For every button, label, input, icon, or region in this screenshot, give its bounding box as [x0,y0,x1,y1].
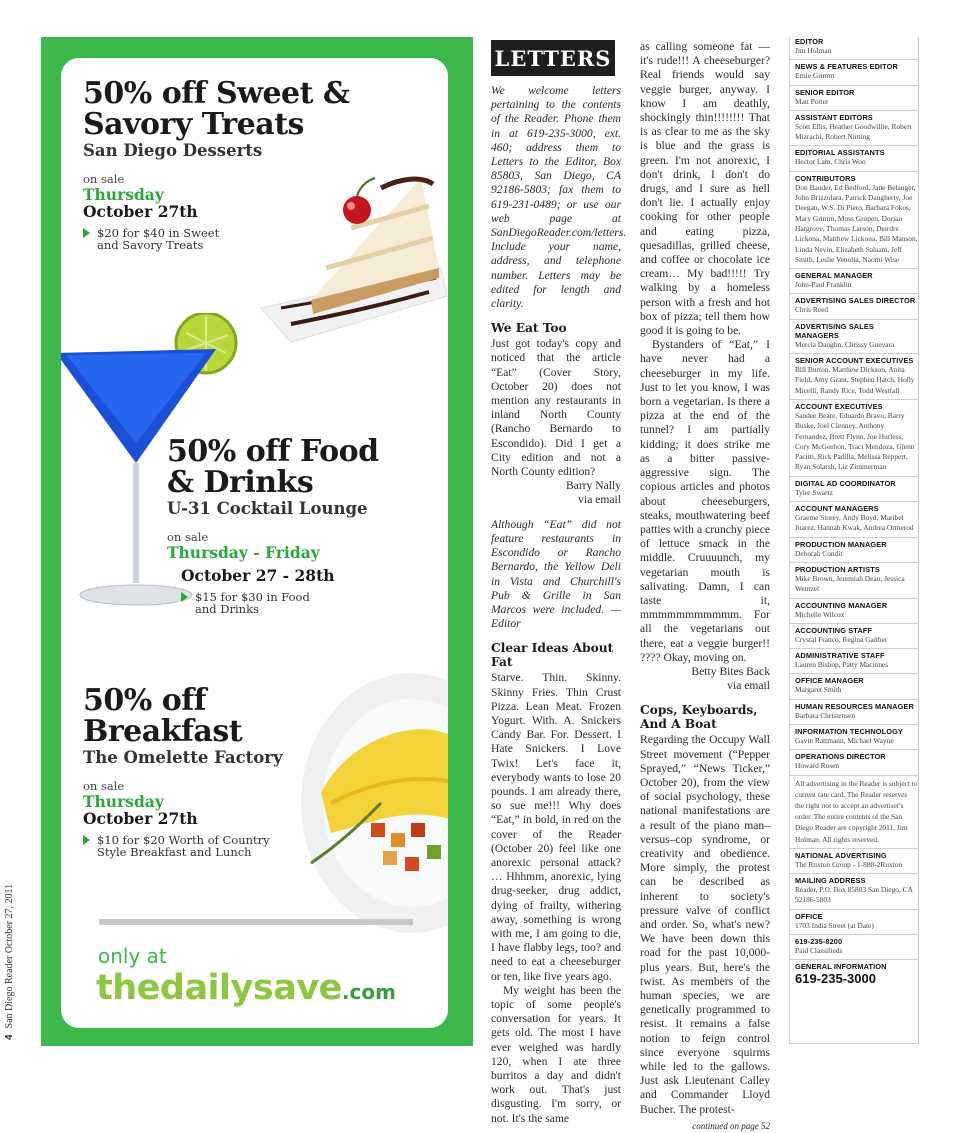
arrow-icon [83,228,90,238]
masthead-role: OFFICE [795,911,823,921]
letter-title: Cops, Keyboards, And A Boat [640,703,758,732]
folio-text: San Diego Reader October 27, 2011 [4,883,15,1029]
letters-intro: We welcome letters pertaining to the contents of the Reader. Phone them in at 619-235-3000, ext. 460; address them to Letters to the Editor, Box 85803, San Diego, CA 92186-5803; fax them to 619-231-0489; or use our web page at SanDiegoReader.com/letters. Include your name, address, and telephone number. Letters may be edited for length and clarity. [491,84,627,311]
brand-tld: .com [341,980,396,1004]
masthead-rule [790,848,918,849]
ad-divider [99,919,413,925]
masthead-names: Paid Classifieds [795,945,843,955]
masthead-role: ACCOUNTING STAFF [795,625,873,635]
deal-on-sale: on sale [83,172,125,186]
deal-day: Thursday [83,185,164,204]
deal-on-sale: on sale [83,779,125,793]
deal-venue: U-31 Cocktail Lounge [167,499,368,518]
masthead-names: Gavin Rattmann, Michael Wayne [795,735,894,745]
masthead-role: GENERAL MANAGER [795,271,873,281]
general-info-label: GENERAL INFORMATION [795,962,887,972]
masthead-names: Margaret Smith [795,685,842,695]
legal-notice: All advertising in the Reader is subject to current rate card. The Reader reserves the right not to accept an advertiser's order. The entire contents of the San Diego Reader are copyright 2011, Jim Holman. All rights reserved. [795,778,918,844]
deal-venue: The Omelette Factory [83,748,283,767]
masthead-names: Tyler Swartz [795,487,833,497]
masthead-names: Matt Potter [795,96,829,106]
masthead-names: Bill Burton, Matthew Dickson, Anita Field, Amy Grant, Stephen Hatch, Holly Micelli, Randy Rice, Todd Westfall [795,365,915,395]
only-at-label: only at [98,944,167,968]
deal-venue: San Diego Desserts [83,141,263,160]
deal-day: Thursday - Friday [167,543,320,562]
masthead-rule [790,501,918,502]
masthead-names: Mercia Daughn, Chrissy Guevara [795,339,895,349]
masthead-rule [790,673,918,674]
letter-signature-via: via email [578,493,621,507]
letter-signature-via: via email [727,679,770,693]
masthead-names: Hector Lam, Chris Woo [795,157,866,167]
masthead [789,37,919,1044]
deal-on-sale: on sale [167,530,209,544]
letter-body: as calling someone fat — it's rude!!! A cheeseburger? Real friends would say veggie burger, anyway. I know I am deathly, shockingly thin!!!!!!!! That is as clear to me as the sky is blue and the grass is green. I'm not anorexic, I don't drink, I don't do drugs, and I sure as hell don't lie. I actually enjoy cooking for other people and eating pizza, quesadillas, grilled cheese, and coffee or chocolate ice cream… My bad!!!!! Try walking by a homeless person with a fresh and hot box of pizza; tell them how good it is going to be. [640,40,770,338]
masthead-rule [790,598,918,599]
page-folio [4,40,15,1040]
masthead-role: CONTRIBUTORS [795,173,856,183]
letter-signature: Betty Bites Back [691,664,770,678]
masthead-rule [790,623,918,624]
masthead-role: ADVERTISING SALES DIRECTOR [795,296,916,306]
editor-reply: Although “Eat” did not feature restaurants in Escondido or Rancho Bernardo, the Yellow Deli in Vista and Churchill's Pub & Grille in San Marcos were included. — Editor [491,517,621,631]
masthead-role: ADVERTISING SALES MANAGERS [795,321,874,340]
letter-body: Starve. Thin. Skinny. Skinny Fries. Thin Crust Pizza. Lean Meat. Frozen Yogurt. With. A. Snickers Candy Bar. For. Dessert. I Hate Snickers. I Love Twix! Let's face it, everybody wants to lose 20 pounds. I am already there, so sue me!!! Why does “Eat,” in bold, in red on the cover of the Reader (October 20) feel like one anorexic personal attack? … Hhhmm, anorexic, lying drug-seeker, drug addict, dying of frailty, withering away, something is wrong with me, I am going to die, I have flabby legs, too? and need to eat a cheeseburger or ten, like five years ago. [491,671,621,983]
letter-signature: Barry Nally [565,479,621,493]
masthead-rule [790,909,918,910]
letter-body: Just got today's copy and noticed that the article “Eat” (Cover Story, October 20) does not mention any restaurants in inland North County (Rancho Bernardo to Escondido). Did I get a City edition and not a North County edition? [491,337,621,479]
masthead-names: Graeme Storey, Andy Boyd, Maribel Juarez, Hannah Kwak, Andrea Ormerod [795,513,914,533]
masthead-role: EDITORIAL ASSISTANTS [795,148,885,158]
deal-date: October 27th [83,809,198,828]
masthead-rule [790,59,918,60]
masthead-role: DIGITAL AD COORDINATOR [795,478,896,488]
masthead-role: EDITOR [795,37,824,46]
masthead-rule [790,934,918,935]
advertisement-card [61,58,448,1028]
masthead-role: NEWS & FEATURES EDITOR [795,62,898,72]
masthead-names: Sandee Beare, Eduardo Bravo, Barry Buske, Joel Clenney, Anthony Fernandez, Brett Flynn, Joe Hurless, Cory McGeehon, Traci Mendoza, Glenn Pacitti, Rick Padilla, Melissa Reppert, Ryan Solarsh, Liz Zimmerman [795,410,915,472]
deal-headline: 50% off Breakfast [83,683,243,749]
masthead-rule [790,873,918,874]
masthead-role: SENIOR EDITOR [795,87,855,97]
omelette-image [291,673,448,933]
masthead-rule [790,749,918,750]
masthead-role: ADMINISTRATIVE STAFF [795,651,885,661]
masthead-role: OPERATIONS DIRECTOR [795,752,886,762]
letter-body: Regarding the Occupy Wall Street movement (“Pepper Sprayed,” “News Ticker,” October 20), from the view of social psychology, these national manifestations are a result of the piano man–versus–cop syndrome, or creativity and obedience. More simply, the protest can be described as inherent to society's pressure valve of conflict and order. So, what's new? We have been down this road for the past 10,000-plus years. But, here's the twist. As members of the human species, we are genetically programmed to resist. It remains a false notion to feign control since everyone squirms while led to the gallows. Just ask Lieutenant Calley and Commander Lloyd Bucher. The protest- [640,733,770,1116]
masthead-role: ACCOUNTING MANAGER [795,600,888,610]
masthead-names: Deborah Condit [795,548,843,558]
masthead-names: Jim Holman [795,46,832,55]
deal-date: October 27 - 28th [181,566,335,585]
masthead-rule [790,268,918,269]
arrow-icon [83,835,90,845]
masthead-names: Ernie Grimm [795,71,835,81]
masthead-rule [790,145,918,146]
masthead-rule [790,319,918,320]
brand-name: thedailysave [96,968,342,1008]
letter-title: We Eat Too [491,321,567,336]
masthead-role: 619-235-8200 [795,936,843,946]
masthead-role: ACCOUNT EXECUTIVES [795,401,883,411]
masthead-names: Don Bauder, Ed Bedford, Jane Belanger, John Brizzolara, Patrick Daugherty, Joe Deegan, W.S. Di Piero, Barbara Fokos, Mary Grimm, Moss Gropen, Dorian Hargrove, Thomas Larson, Deirdre Lickona, Matthew Lickona, Bill Manson, Linda Nevin, Elizabeth Salaam, Jeff Smith, Leslie Venolia, Naomi Wise [795,182,918,264]
deal-card-2[interactable] [167,436,437,615]
masthead-role: ACCOUNT MANAGERS [795,504,879,514]
masthead-names: Crystal Franco, Regina Gaither [795,634,888,644]
section-title: LETTERS [491,40,615,76]
masthead-rule [790,724,918,725]
masthead-names: 1703 India Street (at Date) [795,920,874,930]
masthead-rule [790,399,918,400]
masthead-names: Chris Reed [795,305,829,315]
masthead-role: ASSISTANT EDITORS [795,112,873,122]
deal-headline: 50% off Food & Drinks [167,434,379,500]
masthead-rule [790,171,918,172]
brand-link[interactable] [96,968,396,1008]
deal-headline: 50% off Sweet & Savory Treats [83,76,350,142]
arrow-icon [181,592,188,602]
masthead-role: PRODUCTION ARTISTS [795,564,880,574]
general-info-phone[interactable]: 619-235-3000 [795,971,876,987]
masthead-names: Lauren Bishop, Patty Macinnes [795,660,889,670]
letters-column-2 [640,40,770,1133]
continued-note[interactable]: continued on page 52 [692,1120,770,1131]
letter-body: My weight has been the topic of some people's conversation for years. It gets old. The most I have ever weighed was hardly 120, when I ate three burritos a day and didn't work out. That's just disgusting. I'm sorry, or not. It's the same [491,983,621,1125]
masthead-role: INFORMATION TECHNOLOGY [795,726,903,736]
masthead-names: Michelle Wilcox [795,609,845,619]
deal-day: Thursday [83,792,164,811]
masthead-names: Barbara Christensen [795,710,856,720]
deal-card-3[interactable] [83,685,293,858]
deal-card-1[interactable] [83,78,383,251]
masthead-role: PRODUCTION MANAGER [795,539,887,549]
masthead-names: Reader, P.O. Box 85803 San Diego, CA 92186-5803 [795,885,913,905]
masthead-rule [790,110,918,111]
masthead-role: HUMAN RESOURCES MANAGER [795,701,914,711]
page-number: 4 [4,1034,15,1040]
masthead-role: MAILING ADDRESS [795,876,866,886]
masthead-names: Howard Rosen [795,761,840,771]
masthead-rule [790,85,918,86]
deal-offer: $10 for $20 Worth of Country Style Breakfast and Lunch [97,833,270,859]
masthead-rule [790,476,918,477]
letter-title: Clear Ideas About Fat [491,641,614,670]
masthead-role: OFFICE MANAGER [795,676,864,686]
deal-date: October 27th [83,202,198,221]
masthead-rule [790,353,918,354]
deal-offer: $15 for $30 in Food and Drinks [195,590,310,616]
masthead-rule [790,537,918,538]
masthead-rule [790,648,918,649]
masthead-names: The Ruxton Group - 1-888-2Ruxton [795,859,903,869]
masthead-names: John-Paul Franklin [795,280,852,290]
masthead-rule [790,562,918,563]
masthead-names: Mike Brown, Jeremiah Dean, Jessica Wentzel [795,573,905,594]
masthead-rule [790,293,918,294]
deal-offer: $20 for $40 in Sweet and Savory Treats [97,226,220,252]
letter-body: Bystanders of “Eat,” I have never had a cheeseburger in my life. Just to let you know, I was born a vegetarian. Is there a pizza at the end of the tunnel? I am partially kidding; it does strike me as a bitter passive-aggressive sign. The copious articles and photos about cheeseburgers, steaks, mouthwatering beef patties with a crunchy piece of lettuce smack in the middle. Cruuuunch, my vegetarian mouth is salivating. Damn, I can taste it, mmmmmmmmmmm. For all the vegetarians out there, eat a veggie burger!! ???? Okay, moving on. [640,338,770,664]
masthead-names: Scott Ellis, Heather Goodwillie, Robert Mizrachi, Robert Nutting [795,121,912,142]
letters-column-1 [491,84,627,1126]
masthead-role: SENIOR ACCOUNT EXECUTIVES [795,356,914,366]
masthead-role: NATIONAL ADVERTISING [795,850,887,860]
masthead-rule [790,699,918,700]
